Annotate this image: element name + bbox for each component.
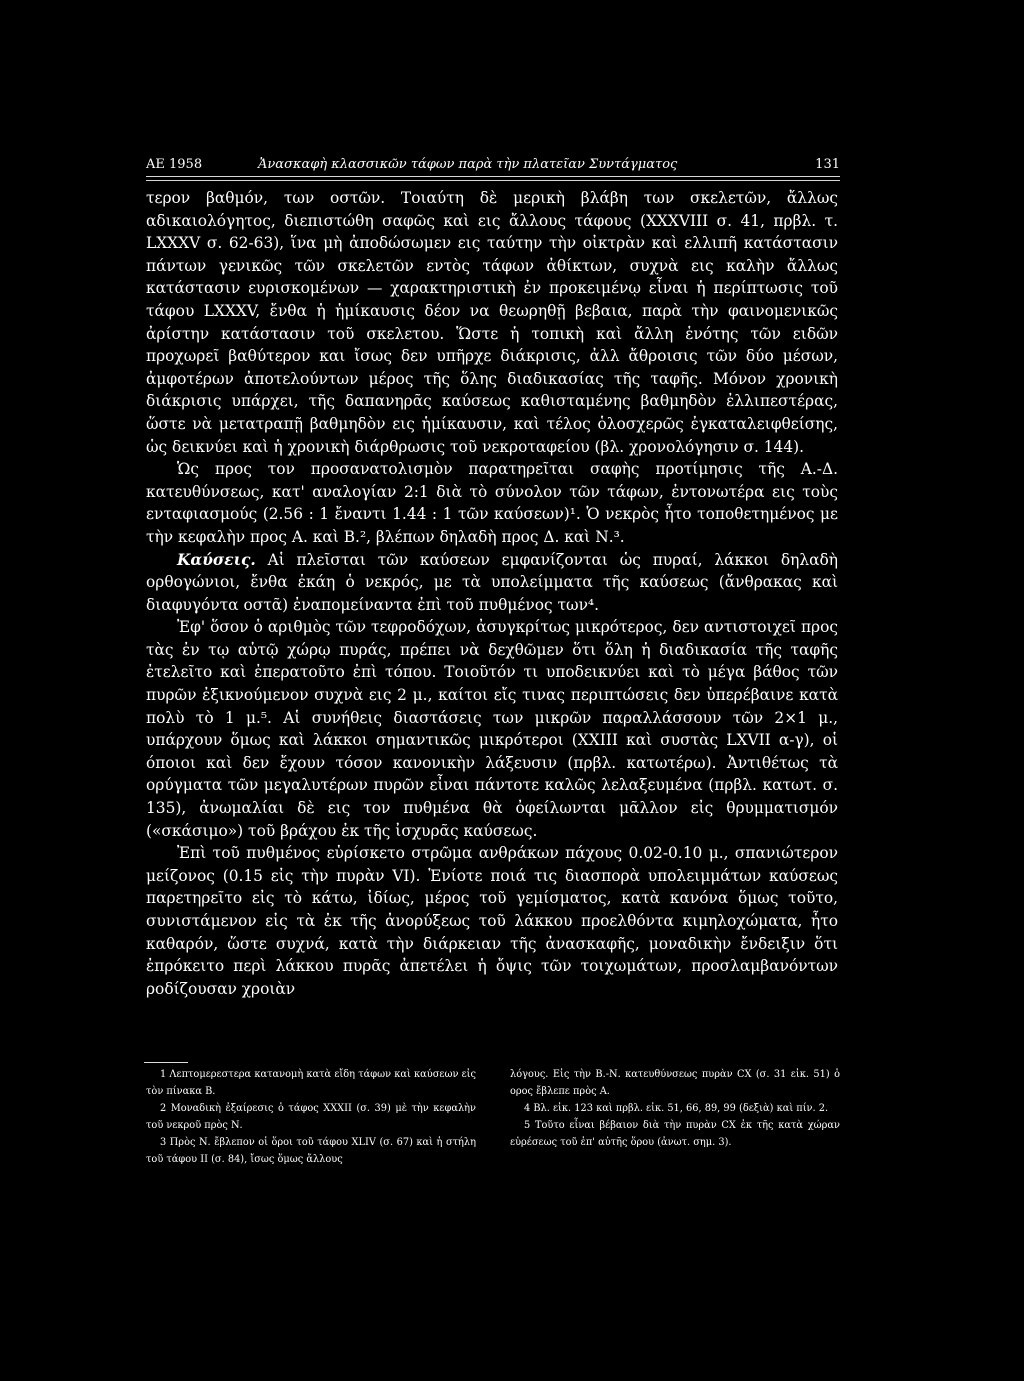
paragraph — [146, 187, 838, 458]
running-header — [146, 157, 840, 175]
paragraph-text: Ἐπὶ τοῦ πυθμένος εὑρίσκετο στρῶμα ανθράκων πάχους 0.02-0.10 μ., σπανιώτερον μείζονος (0.15 εἰς τὴν πυρὰν VI). Ἐνίοτε ποιά τις διασπορὰ υπολειμμάτων καύσεως παρετηρεῖτο εἰς τὸ κάτω, ἰδίως, μέρος τοῦ γεμίσματος, κατὰ κανόνα ὅμως τοῦτο, συνιστάμενον εἰς τὰ ἐκ τῆς ἀνορύξεως τοῦ λάκκου προελθόντα κιμηλοχώματα, ἦτο καθαρόν, ὥστε συχνά, κατὰ τὴν διάρκειαν τῆς ἀνασκαφῆς, μοναδικὴν ἔνδειξιν ὅτι ἐπρόκειτο περὶ λάκκου πυρᾶς ἀπετέλει ἡ ὄψις τῶν τοιχωμάτων, προσλαμβανόντων ροδίζουσαν χροιὰν — [146, 844, 838, 998]
footnotes-column-right — [510, 1066, 840, 1151]
paragraph-text: τερον βαθμόν, των οστῶν. Τοιαύτη δὲ μερικὴ βλάβη των σκελετῶν, ἄλλως αδικαιολόγητος, διεπιστώθη σαφῶς καὶ εις ἄλλους τάφους (XXXVIII σ. 41, πρβλ. τ. LXXXV σ. 62-63), ἵνα μὴ ἀποδώσωμεν εις ταύτην τὴν οἰκτρὰν καὶ ελλιπῆ κατάστασιν πάντων γενικῶς τῶν σκελετῶν εντὸς τάφων ἀθίκτων, συχνὰ εις καλὴν ἄλλως κατάστασιν ευρισκομένων — χαρακτηριστικὴ ἐν προκειμένῳ εἶναι ἡ περίπτωσις τοῦ τάφου LXXXV, ἔνθα ἡ ἡμίκαυσις δέον να θεωρηθῇ βεβαια, παρὰ τὴν φαινομενικῶς ἀρίστην κατάστασιν τοῦ σκελετου. Ὥστε ἡ τοπικὴ καὶ ἄλλη ἑνότης τῶν ειδῶν προχωρεῖ βαθύτερον και ἴσως δεν υπῆρχε διάκρισις, ἀλλ ἄθροισις τῶν δύο μέσων, ἀμφοτέρων ἀποτελούντων μέρος τῆς ὅλης διαδικασίας τῆς ταφῆς. Μόνον χρονικὴ διάκρισις υπάρχει, τῆς δαπανηρᾶς καύσεως καθισταμένης βαθμηδὸν ἐλλιπεστέρας, ὥστε νὰ μετατραπῇ βαθμηδὸν εις ἡμίκαυσιν, καὶ τέλος ὁλοσχερῶς ἐγκαταλειφθείσης, ὡς δεικνύει καὶ ἡ χρονικὴ διάρθρωσις τοῦ νεκροταφείου (βλ. χρονολόγησιν σ. 144). — [146, 189, 838, 456]
journal-reference: ΑΕ 1958 — [146, 157, 203, 172]
paragraph — [146, 616, 838, 842]
paragraph — [146, 842, 838, 1000]
header-rule-top — [146, 176, 840, 177]
footnote: 5 Τοῦτο εἶναι βέβαιον διὰ τὴν πυρὰν CX ἐκ τῆς κατὰ χώραν εὑρέσεως τοῦ ἐπ' αὐτῆς ὅρου (ἀνωτ. σημ. 3). — [510, 1120, 840, 1148]
footnote-continuation: λόγους. Εἰς τὴν Β.-Ν. κατευθύνσεως πυρὰν CX (σ. 31 εἰκ. 51) ὁ ορος ἔβλεπε πρὸς Α. — [510, 1069, 840, 1097]
footnote: 2 Μοναδικὴ ἐξαίρεσις ὁ τάφος XXXII (σ. 39) μὲ τὴν κεφαλὴν τοῦ νεκροῦ πρὸς Ν. — [146, 1103, 476, 1131]
paragraph-text: Ὡς προς τον προσανατολισμὸν παρατηρεῖται σαφὴς προτίμησις τῆς Α.-Δ. κατευθύνσεως, κατ' αναλογίαν 2:1 διὰ τὸ σύνολον τῶν τάφων, ἐντονωτέρα εις τοὺς ενταφιασμούς (2.56 : 1 ἔναντι 1.44 : 1 τῶν καύσεων)¹. Ὁ νεκρὸς ἦτο τοποθετημένος με τὴν κεφαλὴν προς Α. καὶ Β.², βλέπων δηλαδὴ προς Δ. καὶ Ν.³. — [146, 460, 838, 546]
footnote: 3 Πρὸς Ν. ἔβλεπον οἱ ὅροι τοῦ τάφου XLIV (σ. 67) καὶ ἡ στήλη τοῦ τάφου II (σ. 84), ἴσως ὅμως ἄλλους — [146, 1137, 476, 1165]
main-text — [146, 187, 838, 1000]
running-title: Ἀνασκαφὴ κλασσικῶν τάφων παρὰ τὴν πλατεῖαν Συντάγματος — [258, 157, 678, 172]
footnote: 1 Λεπτομερεστερα κατανομὴ κατὰ εἴδη τάφων καὶ καύσεων εἰς τὸν πίνακα Β. — [146, 1069, 476, 1097]
footnote: 4 Βλ. εἰκ. 123 καὶ πρβλ. εἰκ. 51, 66, 89, 99 (δεξιὰ) καὶ πίν. 2. — [524, 1103, 829, 1114]
section-heading: Καύσεις. — [177, 550, 256, 569]
page-number: 131 — [815, 157, 840, 172]
header-rule-bottom — [146, 180, 840, 181]
footnote-separator — [144, 1062, 188, 1063]
footnotes-column-left — [146, 1066, 476, 1168]
paragraph — [146, 458, 838, 548]
paragraph-text: Αἱ πλεῖσται τῶν καύσεων εμφανίζονται ὡς πυραί, λάκκοι δηλαδὴ ορθογώνιοι, ἔνθα ἐκάη ὁ νεκρός, με τὰ υπολείμματα τῆς καύσεως (ἄνθρακας καὶ διαφυγόντα οστᾶ) ἐναπομείναντα ἐπὶ τοῦ πυθμένος των⁴. — [146, 550, 838, 614]
paragraph — [146, 549, 838, 617]
paragraph-text: Ἐφ' ὅσον ὁ αριθμὸς τῶν τεφροδόχων, ἀσυγκρίτως μικρότερος, δεν αντιστοιχεῖ προς τὰς ἐν τῳ αὐτῷ χώρῳ πυράς, πρέπει νὰ δεχθῶμεν ὅτι ὅλη ἡ διαδικασία τῆς ταφῆς ἐτελεῖτο καὶ ἐπερατοῦτο ἐπὶ τόπου. Τοιοῦτόν τι υποδεικνύει καὶ τὸ μέγα βάθος τῶν πυρῶν ἐξικνούμενον συχνὰ εις 2 μ., καίτοι εἴς τινας περιπτώσεις δεν ὑπερέβαινε κατὰ πολὺ τὸ 1 μ.⁵. Αἱ συνήθεις διαστάσεις των μικρῶν παραλλάσσουν τῶν 2×1 μ., υπάρχουν ὅμως καὶ λάκκοι σημαντικῶς μικρότεροι (XXIII καὶ συστὰς LXVII α-γ), οἱ όποιοι καὶ δεν ἔχουν τόσον κανονικὴν λάξευσιν (πρβλ. κατωτέρω). Ἀντιθέτως τὰ ορύγματα τῶν μεγαλυτέρων πυρῶν εἶναι πάντοτε καλῶς λελαξευμένα (πρβλ. κατωτ. σ. 135), ἀνωμαλίαι δὲ εις τον πυθμένα θὰ ὀφείλωνται μᾶλλον εἰς θρυμματισμόν («σκάσιμο») τοῦ βράχου ἐκ τῆς ἰσχυρᾶς καύσεως. — [146, 618, 838, 840]
